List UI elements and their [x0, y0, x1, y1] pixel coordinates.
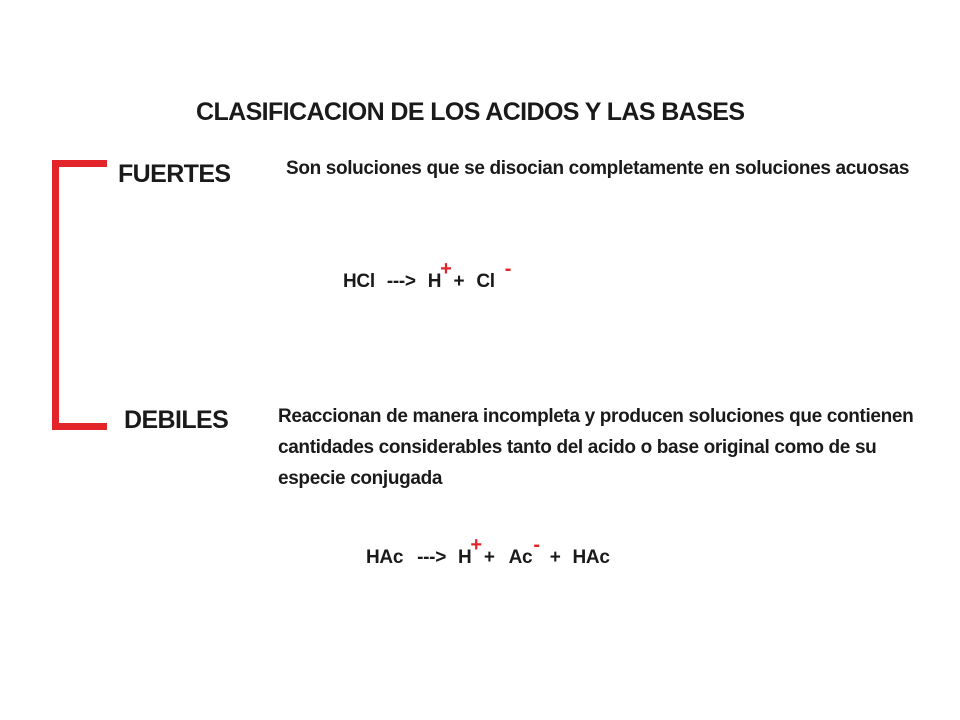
equation-anion: Cl [476, 271, 495, 292]
equation-cation: H [427, 271, 442, 292]
equation-reactant: HAc [366, 547, 404, 568]
anion-charge: - [533, 534, 540, 556]
equation-extra: HAc [572, 547, 610, 568]
equation-debiles [366, 534, 610, 569]
equation-anion: Ac [508, 547, 533, 568]
description-fuertes: Son soluciones que se disocian completamente en soluciones acuosas [286, 158, 910, 179]
equation-plus: + [483, 547, 495, 568]
cation-charge: + [470, 534, 482, 556]
category-label-debiles: DEBILES [124, 406, 229, 434]
equation-arrow: ---> [386, 271, 416, 292]
bracket-vertical-line [52, 160, 59, 430]
equation-plus: + [453, 271, 465, 292]
equation-reactant: HCl [343, 271, 375, 292]
bracket-top-arm [52, 160, 107, 167]
equation-plus-2: + [549, 547, 561, 568]
equation-arrow: ---> [417, 547, 446, 568]
bracket-bottom-arm [52, 423, 107, 430]
description-debiles: Reaccionan de manera incompleta y producen soluciones que contienen cantidades considerables tanto del acido o base original como de su especie conjugada [278, 406, 914, 489]
cation-charge: + [440, 258, 452, 280]
category-label-fuertes: FUERTES [118, 160, 231, 188]
equation-cation: H [458, 547, 472, 568]
anion-charge: - [504, 258, 512, 280]
page-title: CLASIFICACION DE LOS ACIDOS Y LAS BASES [196, 98, 745, 126]
equation-fuertes [343, 258, 512, 293]
